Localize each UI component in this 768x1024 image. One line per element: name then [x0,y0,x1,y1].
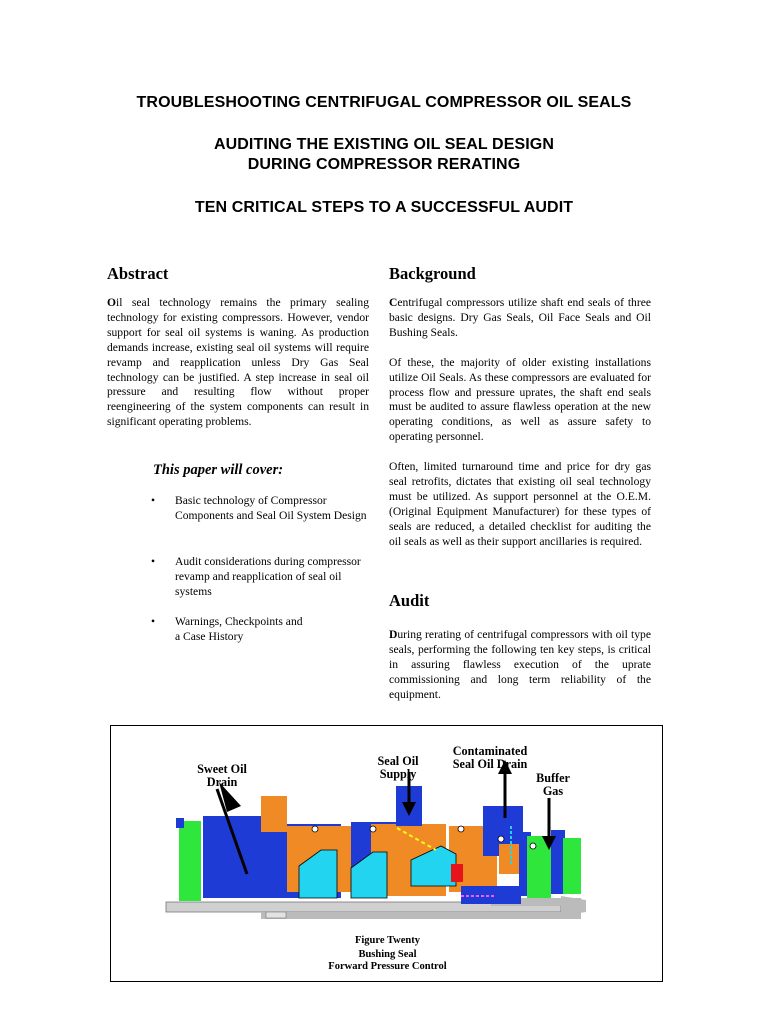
shaft-lower [261,912,581,919]
figure-caption-title: Bushing Seal [358,949,417,960]
audit-dropcap: D [389,628,398,641]
abstract-dropcap: O [107,296,117,309]
background-heading: Background [389,264,476,283]
label-sweet-oil-drain [177,763,267,789]
right-green-end [563,838,581,894]
background-section [389,264,651,550]
background-paragraph-2: Of these, the majority of older existing installations utilize Oil Seals. As these compressors are evaluated for process flow and pressure uprates, the shaft end seals must be audited to assure flawless operation at the new operating conditions, as well as assure safety to operating personnel. [389,355,651,444]
label-line: Buffer [536,771,570,785]
abstract-heading: Abstract [107,264,169,283]
label-line: Seal Oil Drain [452,757,528,771]
coverage-item-text: Basic technology of Compressor Components and Seal Oil System Design [175,494,367,522]
bullet-icon: • [151,555,156,568]
coverage-item-text: Warnings, Checkpoints and a Case History [175,615,303,643]
background-paragraph-3: Often, limited turnaround time and price for dry gas seal retrofits, dictates that existing oil seal technology must be utilized. As support personnel at the O.E.M. (Original Equipment Manufacturer) for these types of seals are reduced, a detailed checklist for auditing the oil seals as well as their support ancillaries is required. [389,460,651,548]
figure-twenty [110,725,663,982]
label-contaminated-drain [436,745,544,771]
abstract-body: il seal technology remains the primary sealing technology for existing compressors. However, vendor support for seal oil systems is waning. As production demands increase, existing seal oil systems will require revamp and reapplication unless Dry Gas Seal technology can be justified. A step increase in seal oil pressure and resulting flow without proper reengineering of the system components can result in significant operating problems. [107,296,369,429]
port-circle [370,826,376,832]
background-dropcap: C [389,296,398,309]
shaft-collar [266,912,286,918]
label-line: Gas [542,784,564,798]
audit-body: uring rerating of centrifugal compressors with oil type seals, performing the following ten key steps, is critical in assuring flawless execution of the uprate commissioning and long term reliability of the equipment. [389,628,651,701]
background-paragraph-1 [389,296,651,341]
port-circle [458,826,464,832]
label-line: Supply [379,767,417,781]
audit-paragraph [389,628,651,703]
abstract-paragraph [107,296,369,430]
bullet-icon: • [151,615,156,628]
label-line: Drain [206,775,238,789]
abstract-section [107,264,369,430]
bullet-icon: • [151,494,156,507]
figure-caption-subtitle: Forward Pressure Control [328,961,447,972]
red-seal-ring [451,864,463,882]
label-line: Contaminated [452,744,528,758]
port-circle [498,836,504,842]
label-line: Sweet Oil [197,762,247,776]
shaft-end [561,896,586,916]
audit-section [389,591,651,703]
left-green-block [179,821,201,901]
background-p1-body: entrifugal compressors utilize shaft end seals of three basic designs. Dry Gas Seals, Oil Face Seals and Oil Bushing Seals. [389,296,651,339]
coverage-title: This paper will cover: [153,462,284,478]
figure-caption-number: Figure Twenty [354,935,421,946]
left-green-cap [176,818,184,828]
port-circle [312,826,318,832]
label-seal-oil-supply [363,755,433,781]
coverage-item-text: Audit considerations during compressor revamp and reapplication of seal oil systems [175,555,361,598]
subtitle-line-2: DURING COMPRESSOR RERATING [247,156,521,173]
port-circle [530,843,536,849]
audit-heading: Audit [389,591,430,610]
label-line: Seal Oil [377,754,419,768]
top-orange-port [261,796,287,832]
document-title: TROUBLESHOOTING CENTRIFUGAL COMPRESSOR OIL SEALS [136,94,632,111]
subtitle-line-1: AUDITING THE EXISTING OIL SEAL DESIGN [213,136,555,153]
steps-heading: TEN CRITICAL STEPS TO A SUCCESSFUL AUDIT [194,199,574,216]
label-buffer-gas [523,772,583,798]
